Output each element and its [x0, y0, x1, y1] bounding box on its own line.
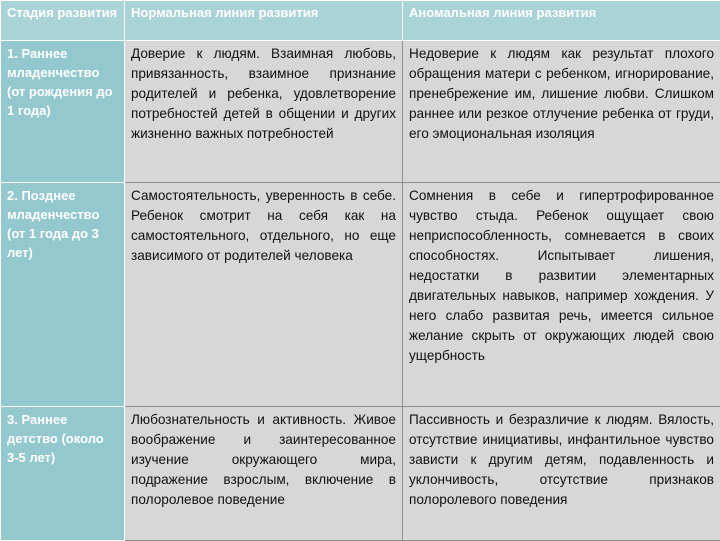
normal-line-cell: Доверие к людям. Взаимная любовь, привязанность, взаимное признание родителей и ребенка, удовлетворение потребностей детей в общении и других жизненно важных потребностей: [125, 41, 403, 183]
stage-cell: 3. Раннее детство (около 3-5 лет): [1, 407, 125, 541]
table-row: [1, 407, 720, 541]
header-row: [1, 1, 720, 41]
abnormal-line-cell: Недоверие к людям как результат плохого обращения матери с ребенком, игнорирование, пренебрежение им, лишение любви. Слишком раннее или резкое отлучение ребенка от груди, его эмоциональная изоляция: [403, 41, 720, 183]
header-stage: Стадия развития: [1, 1, 125, 41]
table-row: [1, 41, 720, 183]
normal-line-cell: Любознательность и активность. Живое воображение и заинтересованное изучение окружающего мира, подражение взрослым, включение в полоролевое поведение: [125, 407, 403, 541]
stage-cell: 2. Позднее младенчество (от 1 года до 3 лет): [1, 183, 125, 407]
header-normal-line: Нормальная линия развития: [125, 1, 403, 41]
normal-line-cell: Самостоятельность, уверенность в себе. Ребенок смотрит на себя как на самостоятельного, отдельного, но еще зависимого от родителей человека: [125, 183, 403, 407]
abnormal-line-cell: Пассивность и безразличие к людям. Вялость, отсутствие инициативы, инфантильное чувство зависти к другим детям, подавленность и уклончивость, отсутствие признаков полоролевого поведения: [403, 407, 720, 541]
abnormal-line-cell: Сомнения в себе и гипертрофированное чувство стыда. Ребенок ощущает свою неприспособленность, сомневается в своих способностях. Испытывает лишения, недостатки в развитии элементарных двигательных навыков, например хождения. У него слабо развитая речь, имеется сильное желание скрыть от окружающих людей свою ущербность: [403, 183, 720, 407]
stage-cell: 1. Раннее младенчество (от рождения до 1 года): [1, 41, 125, 183]
table-row: [1, 183, 720, 407]
header-abnormal-line: Аномальная линия развития: [403, 1, 720, 41]
